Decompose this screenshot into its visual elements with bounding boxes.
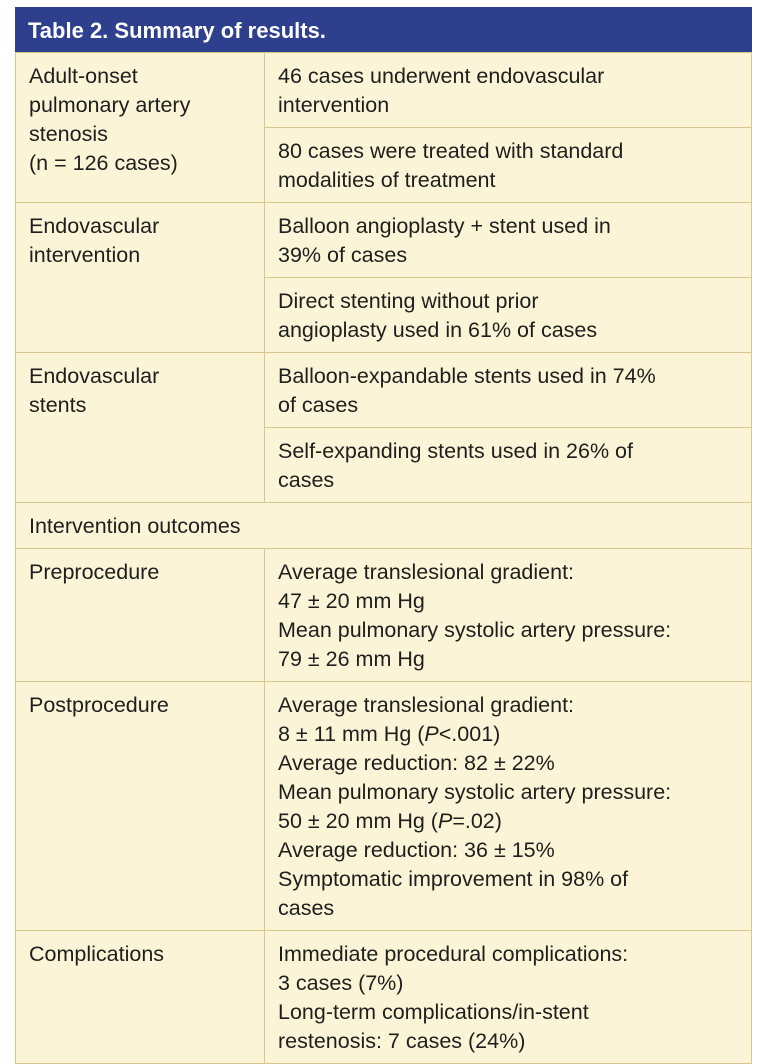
row-label-complications: Complications [16, 931, 265, 1064]
cell-balloon-angioplasty: Balloon angioplasty + stent used in 39% of cases [265, 203, 752, 278]
table-row [16, 682, 752, 931]
table-row [16, 353, 752, 428]
cell-direct-stenting: Direct stenting without prior angioplasty used in 61% of cases [265, 278, 752, 353]
row-label-adult-onset: Adult-onset pulmonary artery stenosis (n = 126 cases) [16, 53, 265, 203]
table-row [16, 931, 752, 1064]
cell-postprocedure: Average translesional gradient: 8 ± 11 mm Hg (P<.001) Average reduction: 82 ± 22% Mean pulmonary systolic artery pressure: 50 ± 20 mm Hg (P=.02) Average reduction: 36 ± 15% Symptomatic improvement in 98% of cases [265, 682, 752, 931]
summary-table-figure [15, 7, 752, 1064]
row-label-endovascular-intervention: Endovascular intervention [16, 203, 265, 353]
cell-balloon-expandable: Balloon-expandable stents used in 74% of cases [265, 353, 752, 428]
cell-preprocedure: Average translesional gradient: 47 ± 20 mm Hg Mean pulmonary systolic artery pressure: 79 ± 26 mm Hg [265, 549, 752, 682]
table-title: Table 2. Summary of results. [15, 7, 752, 52]
row-label-endovascular-stents: Endovascular stents [16, 353, 265, 503]
table-row [16, 203, 752, 278]
results-table [15, 52, 752, 1064]
table-row [16, 53, 752, 128]
cell-complications: Immediate procedural complications: 3 cases (7%) Long-term complications/in-stent restenosis: 7 cases (24%) [265, 931, 752, 1064]
table-row [16, 503, 752, 549]
cell-self-expanding: Self-expanding stents used in 26% of cases [265, 428, 752, 503]
row-label-postprocedure: Postprocedure [16, 682, 265, 931]
row-label-preprocedure: Preprocedure [16, 549, 265, 682]
cell-endovascular-cases: 46 cases underwent endovascular intervention [265, 53, 752, 128]
table-row [16, 549, 752, 682]
cell-standard-cases: 80 cases were treated with standard modalities of treatment [265, 128, 752, 203]
section-intervention-outcomes: Intervention outcomes [16, 503, 752, 549]
